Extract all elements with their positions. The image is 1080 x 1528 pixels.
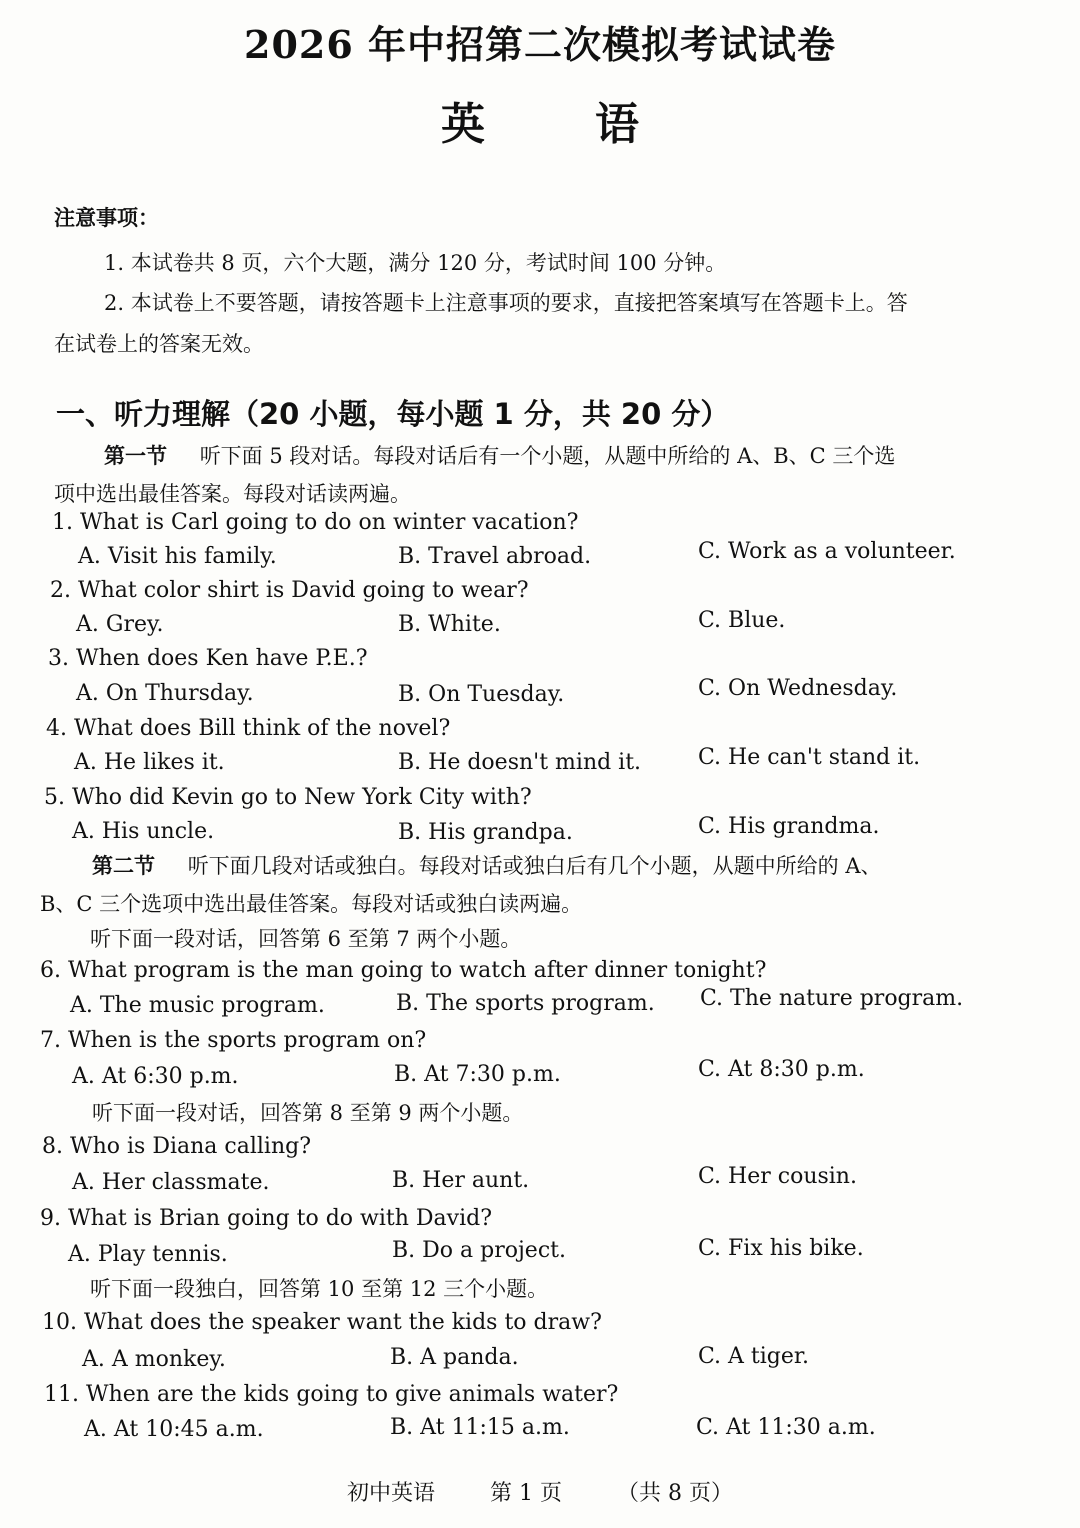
q9-option-b: B. Do a project.: [392, 1238, 566, 1263]
intro-q8-q9: 听下面一段对话，回答第 8 至第 9 两个小题。: [92, 1101, 524, 1125]
question-5: 5. Who did Kevin go to New York City with?: [44, 785, 532, 810]
q3-option-c: C. On Wednesday.: [698, 676, 898, 701]
q6-option-a: A. The music program.: [70, 993, 325, 1018]
question-7: 7. When is the sports program on?: [40, 1028, 427, 1053]
notice-item-2-line1: 2. 本试卷上不要答题，请按答题卡上注意事项的要求，直接把答案填写在答题卡上。答: [104, 291, 908, 315]
intro-q10-q12: 听下面一段独白，回答第 10 至第 12 三个小题。: [90, 1277, 549, 1301]
q5-option-a: A. His uncle.: [72, 819, 215, 844]
footer-course: 初中英语: [347, 1481, 436, 1506]
page-footer: [0, 1476, 1080, 1507]
q7-option-a: A. At 6:30 p.m.: [72, 1064, 239, 1089]
q3-option-b: B. On Tuesday.: [398, 682, 565, 707]
question-10: 10. What does the speaker want the kids to draw?: [42, 1310, 602, 1335]
q2-option-a: A. Grey.: [76, 612, 164, 637]
question-4: 4. What does Bill think of the novel?: [46, 716, 451, 741]
exam-title: 2026 年中招第二次模拟考试试卷: [244, 22, 836, 67]
notice-item-1: 1. 本试卷共 8 页，六个大题，满分 120 分，考试时间 100 分钟。: [104, 251, 727, 275]
q8-option-c: C. Her cousin.: [698, 1164, 857, 1189]
question-1: 1. What is Carl going to do on winter vacation?: [52, 510, 579, 535]
footer-page-number: 第 1 页: [490, 1481, 562, 1506]
q5-option-c: C. His grandma.: [698, 814, 880, 839]
q4-option-b: B. He doesn't mind it.: [398, 750, 642, 775]
q11-option-b: B. At 11:15 a.m.: [390, 1415, 570, 1440]
question-6: 6. What program is the man going to watch after dinner tonight?: [40, 958, 767, 983]
q6-option-b: B. The sports program.: [396, 991, 655, 1016]
q9-option-a: A. Play tennis.: [68, 1242, 228, 1267]
q7-option-b: B. At 7:30 p.m.: [394, 1062, 561, 1087]
footer-total-pages: （共 8 页）: [617, 1481, 733, 1506]
question-9: 9. What is Brian going to do with David?: [40, 1206, 493, 1231]
question-11: 11. When are the kids going to give animals water?: [44, 1382, 619, 1407]
q1-option-a: A. Visit his family.: [78, 544, 277, 569]
q10-option-a: A. A monkey.: [82, 1347, 226, 1372]
intro-q6-q7: 听下面一段对话，回答第 6 至第 7 两个小题。: [90, 927, 522, 951]
notice-heading: 注意事项：: [54, 205, 159, 230]
question-3: 3. When does Ken have P.E.?: [48, 646, 368, 671]
question-8: 8. Who is Diana calling?: [42, 1134, 311, 1159]
q1-option-b: B. Travel abroad.: [398, 544, 592, 569]
q10-option-b: B. A panda.: [390, 1345, 519, 1370]
part-2-label: 第二节: [92, 853, 155, 878]
q5-option-b: B. His grandpa.: [398, 820, 573, 845]
q11-option-c: C. At 11:30 a.m.: [696, 1415, 876, 1440]
q10-option-c: C. A tiger.: [698, 1344, 809, 1369]
subject-title: 英语: [441, 99, 749, 150]
q11-option-a: A. At 10:45 a.m.: [84, 1417, 264, 1442]
part-1-instructions: [104, 440, 895, 470]
q4-option-a: A. He likes it.: [74, 750, 225, 775]
q4-option-c: C. He can't stand it.: [698, 745, 921, 770]
q9-option-c: C. Fix his bike.: [698, 1236, 864, 1261]
section-1-title: 一、听力理解（20 小题，每小题 1 分，共 20 分）: [56, 397, 730, 431]
q2-option-b: B. White.: [398, 612, 501, 637]
q1-option-c: C. Work as a volunteer.: [698, 539, 956, 564]
question-2: 2. What color shirt is David going to wear?: [50, 578, 529, 603]
q8-option-b: B. Her aunt.: [392, 1168, 530, 1193]
q3-option-a: A. On Thursday.: [76, 681, 254, 706]
q8-option-a: A. Her classmate.: [72, 1170, 270, 1195]
q7-option-c: C. At 8:30 p.m.: [698, 1057, 865, 1082]
part-2-instr-line1: 听下面几段对话或独白。每段对话或独白后有几个小题，从题中所给的 A、: [187, 854, 882, 878]
part-2-instr-line2: B、C 三个选项中选出最佳答案。每段对话或独白读两遍。: [40, 892, 583, 916]
q6-option-c: C. The nature program.: [700, 986, 964, 1011]
notice-item-2-line2: 在试卷上的答案无效。: [54, 332, 264, 356]
part-2-instructions: [92, 850, 882, 880]
part-1-instr-line1: 听下面 5 段对话。每段对话后有一个小题，从题中所给的 A、B、C 三个选: [199, 444, 896, 468]
q2-option-c: C. Blue.: [698, 608, 786, 633]
part-1-label: 第一节: [104, 443, 167, 468]
part-1-instr-line2: 项中选出最佳答案。每段对话读两遍。: [54, 482, 411, 506]
